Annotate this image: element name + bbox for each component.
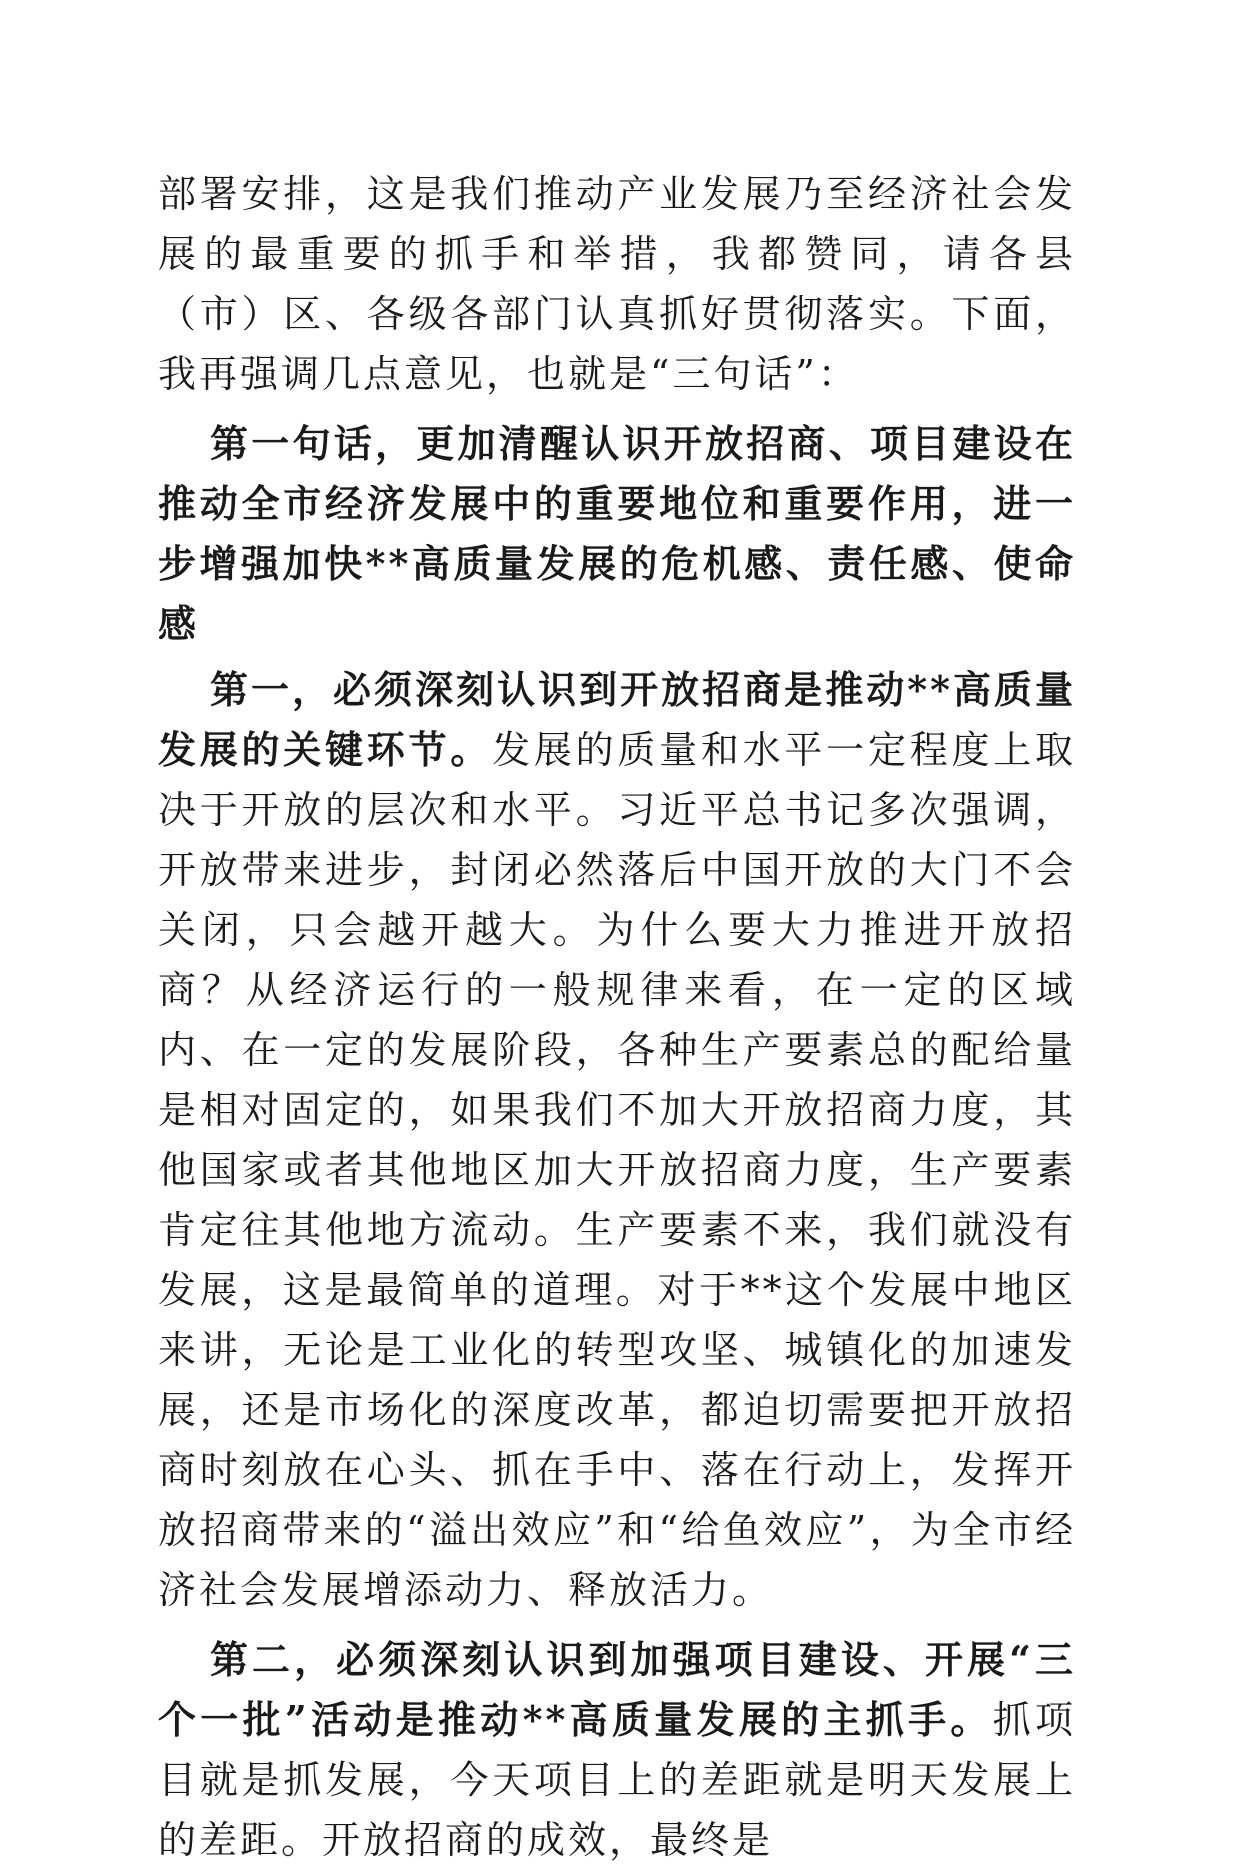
intro-paragraph [158,164,1076,404]
section-2-lead: 第二，必须深刻认识到加强项目建设、开展“三个一批”活动是推动**高质量发展的主抓手。 [158,1637,1076,1742]
section-heading [158,414,1076,654]
section-1-lead: 第一，必须深刻认识到开放招商是推动**高质量发展的关键环节。 [158,667,1076,772]
section-1-paragraph [158,660,1076,1620]
section-2-body: 抓项目就是抓发展，今天项目上的差距就是明天发展上的差距。开放招商的成效，最终是 [158,1698,1076,1862]
section-2-paragraph [158,1630,1076,1870]
section-heading-text: 第一句话，更加清醒认识开放招商、项目建设在推动全市经济发展中的重要地位和重要作用，进一步增强加快**高质量发展的危机感、责任感、使命感 [158,421,1076,646]
document-page [158,164,1076,1870]
intro-text: 部署安排，这是我们推动产业发展乃至经济社会发展的最重要的抓手和举措，我都赞同，请各县（市）区、各级各部门认真抓好贯彻落实。下面，我再强调几点意见，也就是“三句话”： [158,172,1076,396]
section-1-body: 发展的质量和水平一定程度上取决于开放的层次和水平。习近平总书记多次强调，开放带来进步，封闭必然落后中国开放的大门不会关闭，只会越开越大。为什么要大力推进开放招商？从经济运行的一般规律来看，在一定的区域内、在一定的发展阶段，各种生产要素总的配给量是相对固定的，如果我们不加大开放招商力度，其他国家或者其他地区加大开放招商力度，生产要素肯定往其他地方流动。生产要素不来，我们就没有发展，这是最简单的道理。对于**这个发展中地区来讲，无论是工业化的转型攻坚、城镇化的加速发展，还是市场化的深度改革，都迫切需要把开放招商时刻放在心头、抓在手中、落在行动上，发挥开放招商带来的“溢出效应”和“给鱼效应”，为全市经济社会发展增添动力、释放活力。 [158,728,1076,1612]
